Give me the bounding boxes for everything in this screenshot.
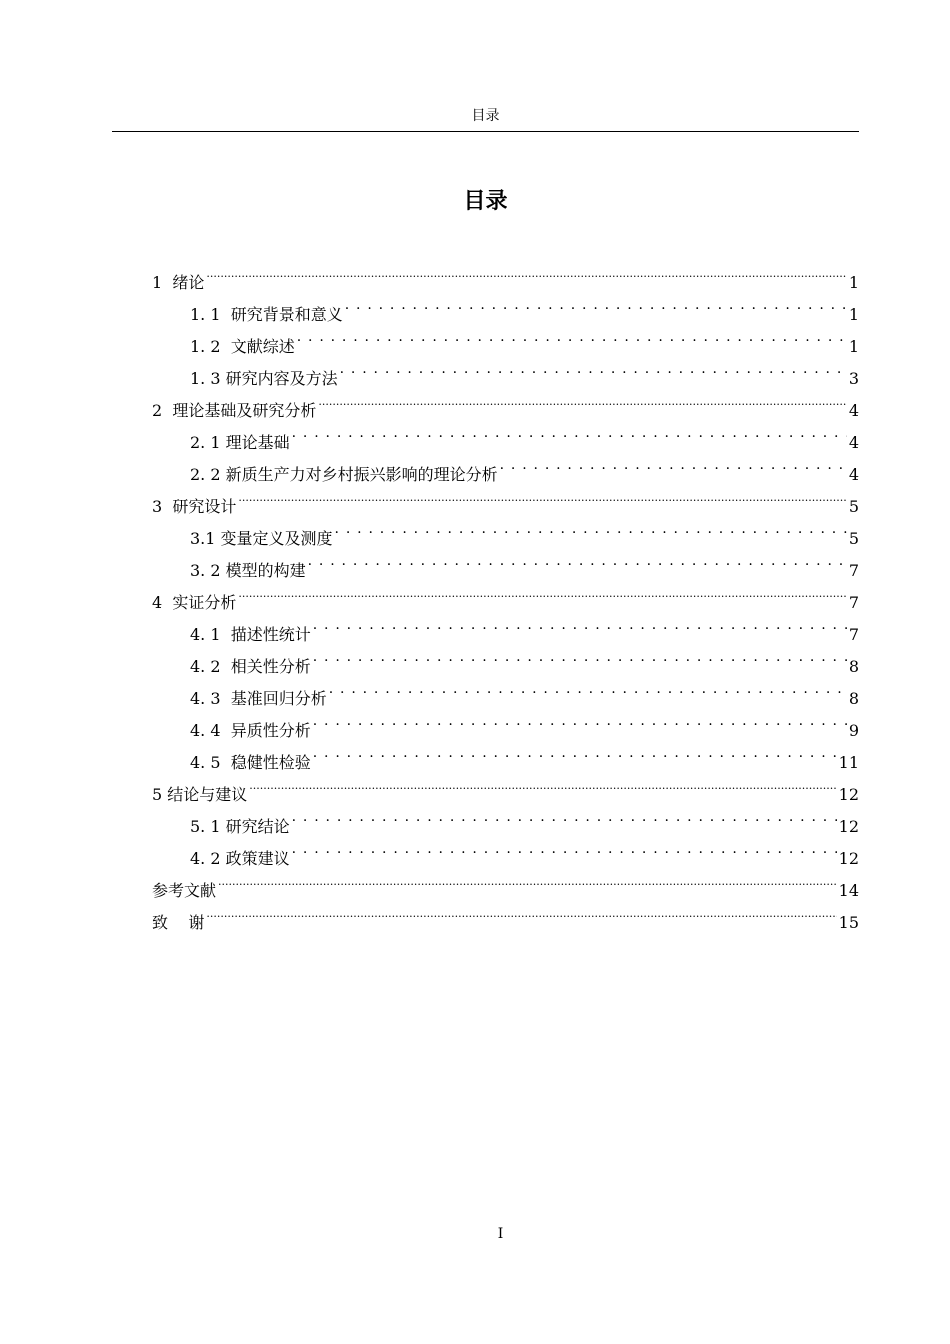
toc-entry-label: 1. 2 文献综述	[190, 337, 295, 356]
toc-entry-label: 4. 3 基准回归分析	[190, 689, 327, 708]
toc-entry-label: 3 研究设计	[152, 497, 237, 516]
toc-entry-label: 4. 4 异质性分析	[190, 721, 311, 740]
toc-entry-label: 2. 1 理论基础	[190, 433, 290, 452]
toc-entry-page: 12	[838, 817, 859, 836]
toc-dot-leader	[297, 320, 847, 352]
toc-entry-label: 4. 2 相关性分析	[190, 657, 311, 676]
toc-dot-leader	[206, 256, 846, 288]
toc-entry-page: 5	[848, 529, 859, 548]
toc-entry[interactable]	[152, 800, 859, 836]
toc-entry-page: 7	[848, 561, 859, 580]
toc-entry-label: 4 实证分析	[152, 593, 237, 612]
table-of-contents	[152, 256, 859, 932]
page-number-footer: I	[497, 1226, 504, 1242]
toc-entry-page: 1	[848, 273, 859, 292]
toc-dot-leader	[292, 832, 837, 864]
header-divider	[112, 131, 859, 132]
toc-entry-page: 7	[848, 625, 859, 644]
toc-entry-page: 1	[848, 305, 859, 324]
toc-entry-page: 5	[848, 497, 859, 516]
toc-entry[interactable]	[152, 480, 859, 516]
toc-entry-page: 3	[848, 369, 859, 388]
toc-dot-leader	[292, 800, 837, 832]
toc-entry-label: 4. 1 描述性统计	[190, 625, 311, 644]
toc-entry-page: 15	[838, 913, 859, 932]
toc-entry-label: 3. 2 模型的构建	[190, 561, 306, 580]
toc-dot-leader	[345, 288, 847, 320]
toc-entry-label: 1. 1 研究背景和意义	[190, 305, 343, 324]
toc-entry[interactable]	[152, 512, 859, 548]
toc-entry-label: 4. 2 政策建议	[190, 849, 290, 868]
toc-dot-leader	[206, 896, 836, 928]
toc-dot-leader	[249, 768, 836, 800]
toc-entry[interactable]	[152, 896, 859, 932]
toc-dot-leader	[318, 384, 846, 416]
toc-entry-page: 8	[848, 657, 859, 676]
toc-entry[interactable]	[152, 288, 859, 324]
toc-entry-page: 12	[838, 785, 859, 804]
toc-dot-leader	[313, 736, 837, 768]
toc-entry-label: 1 绪论	[152, 273, 205, 292]
toc-entry[interactable]	[152, 576, 859, 612]
toc-entry-page: 4	[848, 401, 859, 420]
toc-dot-leader	[218, 864, 837, 896]
toc-entry-page: 8	[848, 689, 859, 708]
running-header: 目录	[471, 108, 500, 124]
toc-dot-leader	[500, 448, 847, 480]
toc-entry-label: 1. 3 研究内容及方法	[190, 369, 338, 388]
toc-dot-leader	[238, 480, 846, 512]
toc-entry[interactable]	[152, 864, 859, 900]
toc-dot-leader	[238, 576, 846, 608]
toc-entry-label: 致 谢	[152, 913, 205, 932]
toc-entry-page: 9	[848, 721, 859, 740]
toc-dot-leader	[340, 352, 847, 384]
toc-dot-leader	[313, 608, 847, 640]
toc-dot-leader	[329, 672, 847, 704]
toc-entry-label: 2 理论基础及研究分析	[152, 401, 317, 420]
toc-entry-page: 1	[848, 337, 859, 356]
toc-entry-page: 4	[848, 465, 859, 484]
toc-entry-label: 5. 1 研究结论	[190, 817, 290, 836]
toc-entry[interactable]	[152, 256, 859, 292]
toc-dot-leader	[313, 704, 847, 736]
toc-entry-page: 12	[838, 849, 859, 868]
toc-entry-label: 3.1 变量定义及测度	[190, 529, 333, 548]
toc-entry-label: 参考文献	[152, 881, 217, 900]
toc-entry-page: 14	[838, 881, 859, 900]
toc-entry-label: 4. 5 稳健性检验	[190, 753, 311, 772]
toc-entry[interactable]	[152, 768, 859, 804]
toc-entry-page: 4	[848, 433, 859, 452]
toc-dot-leader	[313, 640, 847, 672]
toc-entry-page: 7	[848, 593, 859, 612]
toc-dot-leader	[292, 416, 847, 448]
toc-entry-label: 2. 2 新质生产力对乡村振兴影响的理论分析	[190, 465, 498, 484]
toc-entry-label: 5 结论与建议	[152, 785, 248, 804]
toc-entry[interactable]	[152, 608, 859, 644]
toc-entry-page: 11	[838, 753, 859, 772]
toc-dot-leader	[335, 512, 847, 544]
page-title: 目录	[463, 189, 508, 214]
toc-dot-leader	[308, 544, 847, 576]
